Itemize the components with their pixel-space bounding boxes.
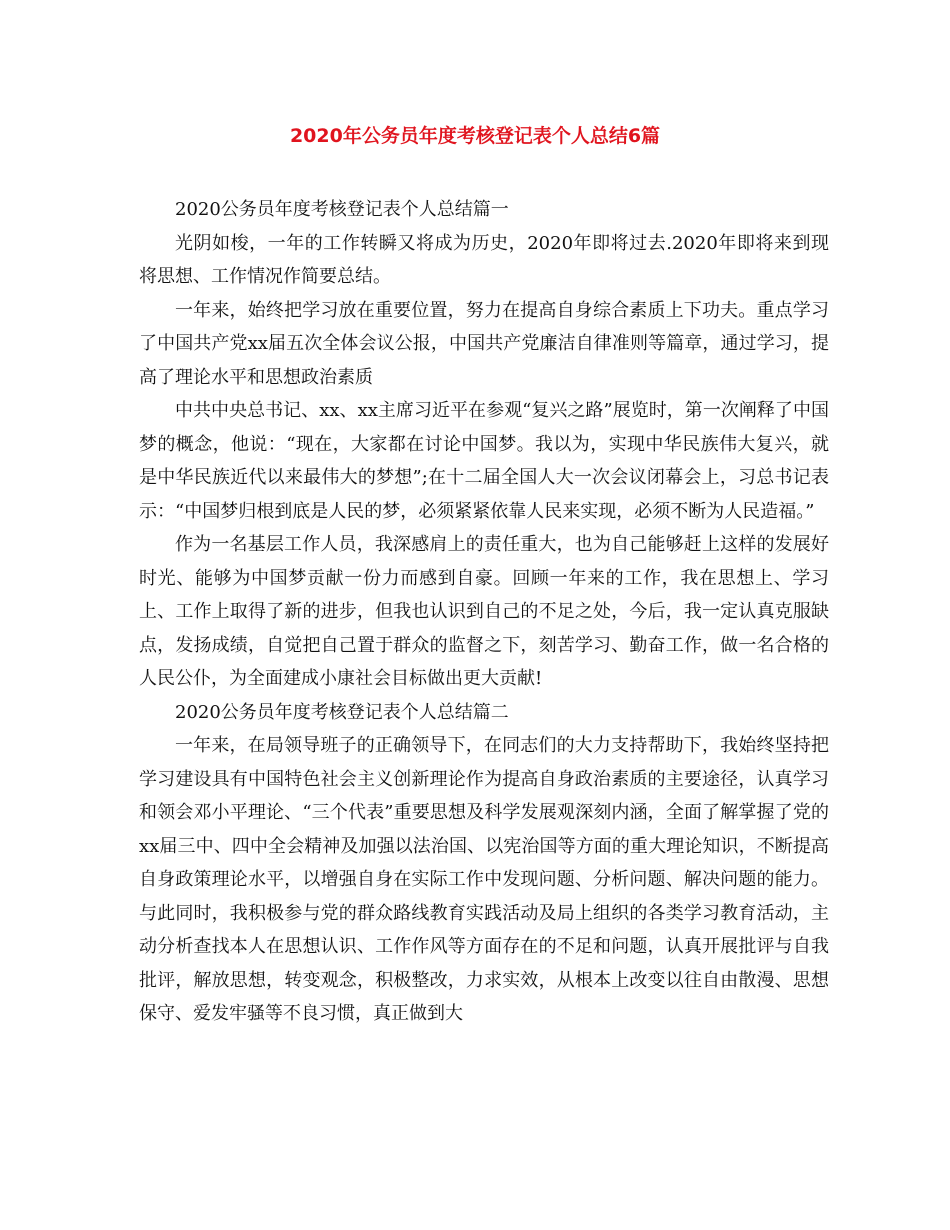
section-heading: 2020公务员年度考核登记表个人总结篇二 <box>175 701 509 723</box>
paragraph: 一年来，始终把学习放在重要位置，努力在提高自身综合素质上下功夫。重点学习了中国共产党xx届五次全体会议公报，中国共产党廉洁自律准则等篇章，通过学习，提高了理论水平和思想政治素质 <box>139 299 829 388</box>
document-body <box>139 193 829 1031</box>
section-heading: 2020公务员年度考核登记表个人总结篇一 <box>175 199 509 220</box>
paragraph: 光阴如梭，一年的工作转瞬又将成为历史，2020年即将过去.2020年即将来到现将思想、工作情况作简要总结。 <box>139 232 829 287</box>
document-title: 2020年公务员年度考核登记表个人总结6篇 <box>289 125 661 147</box>
paragraph: 作为一名基层工作人员，我深感肩上的责任重大，也为自己能够赶上这样的发展好时光、能够为中国梦贡献一份力而感到自豪。回顾一年来的工作，我在思想上、学习上、工作上取得了新的进步，但我也认识到自己的不足之处，今后，我一定认真克服缺点，发扬成绩，自觉把自己置于群众的监督之下，刻苦学习、勤奋工作，做一名合格的人民公仆，为全面建成小康社会目标做出更大贡献! <box>139 534 829 689</box>
paragraph: 一年来，在局领导班子的正确领导下，在同志们的大力支持帮助下，我始终坚持把学习建设具有中国特色社会主义创新理论作为提高自身政治素质的主要途径，认真学习和领会邓小平理论、“三个代表”重要思想及科学发展观深刻内涵，全面了解掌握了党的xx届三中、四中全会精神及加强以法治国、以宪治国等方面的重大理论知识，不断提高自身政策理论水平，以增强自身在实际工作中发现问题、分析问题、解决问题的能力。与此同时，我积极参与党的群众路线教育实践活动及局上组织的各类学习教育活动，主动分析查找本人在思想认识、工作作风等方面存在的不足和问题，认真开展批评与自我批评，解放思想，转变观念，积极整改，力求实效，从根本上改变以往自由散漫、思想保守、爱发牢骚等不良习惯，真正做到大 <box>139 735 829 1024</box>
paragraph: 中共中央总书记、xx、xx主席习近平在参观“复兴之路”展览时，第一次阐释了中国梦的概念，他说：“现在，大家都在讨论中国梦。我以为，实现中华民族伟大复兴，就是中华民族近代以来最伟大的梦想”;在十二届全国人大一次会议闭幕会上，习总书记表示：“中国梦归根到底是人民的梦，必须紧紧依靠人民来实现，必须不断为人民造福。” <box>139 400 829 522</box>
